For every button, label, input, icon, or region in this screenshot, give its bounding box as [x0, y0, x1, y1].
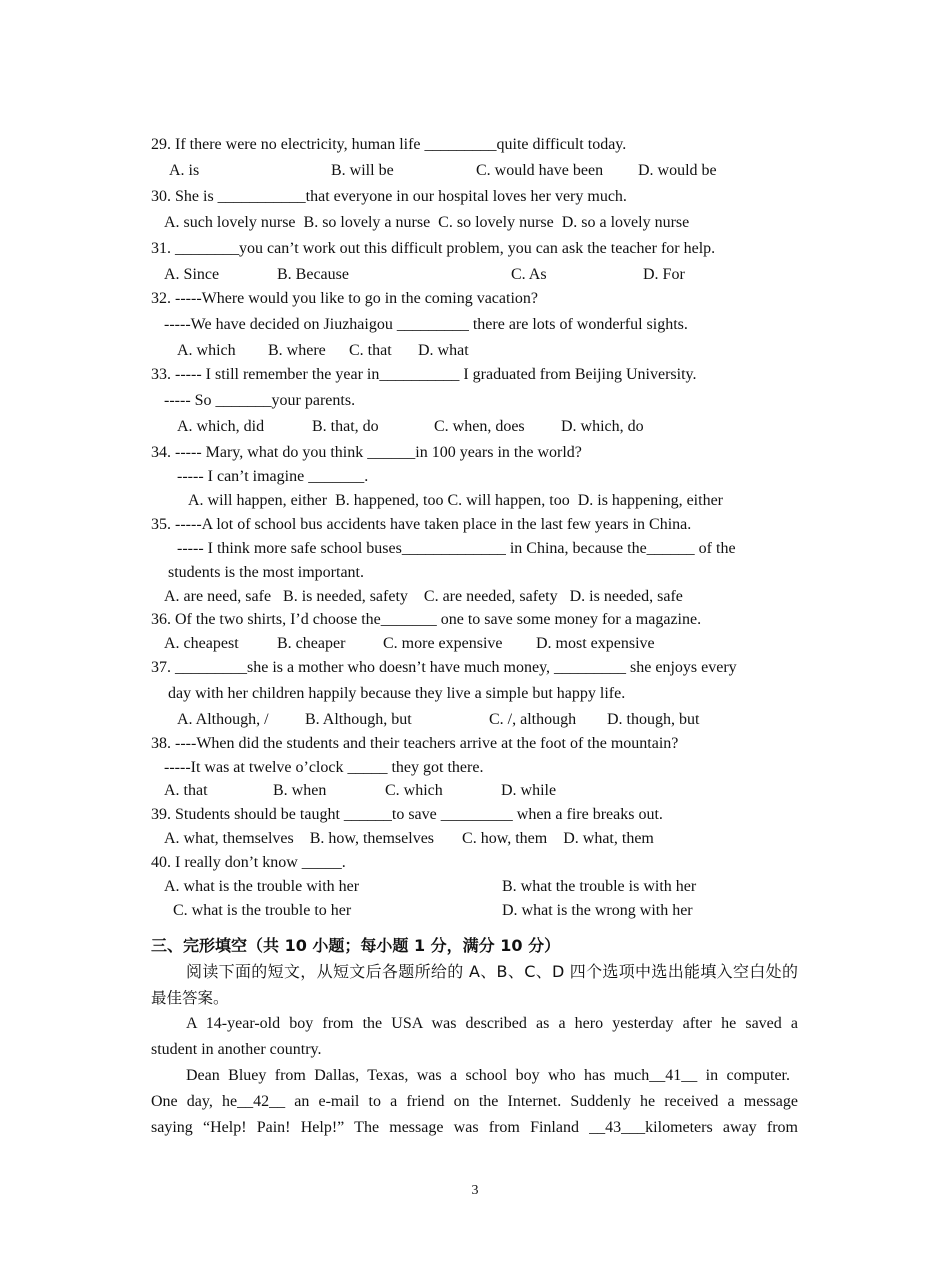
passage-p2-line1: Dean Bluey from Dallas, Texas, was a school boy who has much__41__ in computer. [186, 1067, 790, 1084]
q32-option-d: D. what [418, 342, 469, 359]
q33-option-a: A. which, did [177, 418, 265, 435]
q39-stem: 39. Students should be taught ______to save _________ when a fire breaks out. [151, 806, 663, 823]
q31-option-c: C. As [511, 266, 547, 283]
q37-option-b: B. Although, but [305, 711, 412, 728]
q36-option-c: C. more expensive [383, 635, 503, 652]
q37-stem: 37. _________she is a mother who doesn’t have much money, _________ she enjoys every [151, 659, 737, 676]
section3-instruction-line2: 最佳答案。 [151, 989, 229, 1007]
q34-stem: 34. ----- Mary, what do you think ______in 100 years in the world? [151, 444, 582, 461]
passage-p2-line2: One day, he__42__ an e-mail to a friend on the Internet. Suddenly he received a message [151, 1093, 798, 1110]
q30-stem: 30. She is ___________that everyone in our hospital loves her very much. [151, 188, 627, 205]
q29-option-a: A. is [169, 162, 200, 179]
q36-stem: 36. Of the two shirts, I’d choose the_______ one to save some money for a magazine. [151, 611, 702, 628]
q37-line2: day with her children happily because they live a simple but happy life. [168, 685, 626, 702]
q37-option-c: C. /, although [489, 711, 577, 728]
passage-p1-line1: A 14-year-old boy from the USA was described as a hero yesterday after he saved a [186, 1015, 798, 1032]
q39-options: A. what, themselves B. how, themselves C. how, them D. what, them [164, 830, 654, 847]
section3-heading: 三、完形填空（共 10 小题；每小题 1 分，满分 10 分） [151, 936, 561, 955]
section3-instruction-line1: 阅读下面的短文，从短文后各题所给的 A、B、C、D 四个选项中选出能填入空白处的 [186, 962, 798, 981]
q34-line2: ----- I can’t imagine _______. [177, 468, 369, 485]
q35-options: A. are need, safe B. is needed, safety C. are needed, safety D. is needed, safe [164, 588, 683, 605]
q37-option-a: A. Although, / [177, 711, 269, 728]
q31-option-a: A. Since [164, 266, 220, 283]
q40-option-b: B. what the trouble is with her [502, 878, 697, 895]
passage-p1-line2: student in another country. [151, 1041, 322, 1058]
q40-option-d: D. what is the wrong with her [502, 902, 693, 919]
q38-stem: 38. ----When did the students and their teachers arrive at the foot of the mountain? [151, 735, 679, 752]
q30-options: A. such lovely nurse B. so lovely a nurse C. so lovely nurse D. so a lovely nurse [164, 214, 690, 231]
q35-stem: 35. -----A lot of school bus accidents have taken place in the last few years in China. [151, 516, 692, 533]
q33-option-b: B. that, do [312, 418, 379, 435]
q38-option-b: B. when [273, 782, 327, 799]
q36-option-d: D. most expensive [536, 635, 655, 652]
q29-stem: 29. If there were no electricity, human life _________quite difficult today. [151, 136, 627, 153]
q34-options: A. will happen, either B. happened, too C. will happen, too D. is happening, either [188, 492, 723, 509]
q29-option-d: D. would be [638, 162, 717, 179]
q40-option-c: C. what is the trouble to her [173, 902, 352, 919]
q33-option-c: C. when, does [434, 418, 525, 435]
q31-option-b: B. Because [277, 266, 349, 283]
q40-option-a: A. what is the trouble with her [164, 878, 360, 895]
q35-line3: students is the most important. [168, 564, 364, 581]
q29-option-b: B. will be [331, 162, 394, 179]
q32-option-b: B. where [268, 342, 326, 359]
q32-option-a: A. which [177, 342, 236, 359]
q32-line2: -----We have decided on Jiuzhaigou _________ there are lots of wonderful sights. [164, 316, 688, 333]
q33-line2: ----- So _______your parents. [164, 392, 356, 409]
q37-option-d: D. though, but [607, 711, 700, 728]
q38-option-a: A. that [164, 782, 208, 799]
q38-option-d: D. while [501, 782, 557, 799]
q40-stem: 40. I really don’t know _____. [151, 854, 346, 871]
q36-option-a: A. cheapest [164, 635, 239, 652]
q33-stem: 33. ----- I still remember the year in__________ I graduated from Beijing University. [151, 366, 697, 383]
q35-line2: ----- I think more safe school buses_____________ in China, because the______ of the [177, 540, 736, 557]
q38-option-c: C. which [385, 782, 443, 799]
q29-option-c: C. would have been [476, 162, 604, 179]
q31-option-d: D. For [643, 266, 685, 283]
q31-stem: 31. ________you can’t work out this difficult problem, you can ask the teacher for help. [151, 240, 716, 257]
page-number: 3 [471, 1183, 479, 1198]
q38-line2: -----It was at twelve o’clock _____ they got there. [164, 759, 484, 776]
passage-p2-line3: saying “Help! Pain! Help!” The message was from Finland __43___kilometers away from [151, 1119, 798, 1136]
q32-option-c: C. that [349, 342, 392, 359]
q32-stem: 32. -----Where would you like to go in the coming vacation? [151, 290, 538, 307]
q33-option-d: D. which, do [561, 418, 644, 435]
q36-option-b: B. cheaper [277, 635, 346, 652]
